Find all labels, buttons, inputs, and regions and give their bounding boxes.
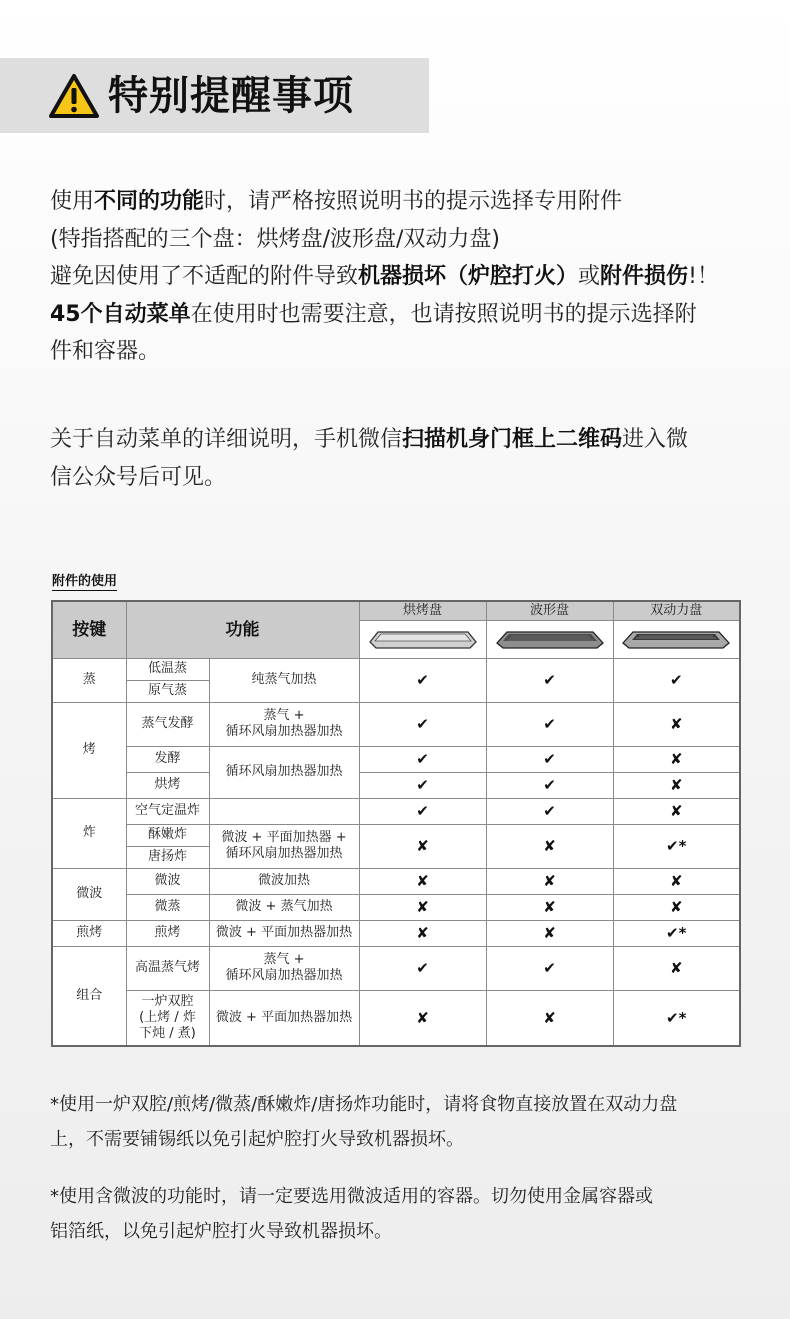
heating-microwave: 微波加热	[209, 868, 359, 894]
mark-no: ✘	[486, 868, 613, 894]
header-key: 按键	[52, 601, 126, 658]
mark-no: ✘	[613, 746, 740, 772]
mark-no: ✘	[613, 946, 740, 990]
mark-yes: ✔	[486, 702, 613, 746]
mark-no: ✘	[486, 824, 613, 868]
mark-no: ✘	[486, 920, 613, 946]
function-crispy-fry: 酥嫩炸	[126, 824, 209, 846]
table-row	[52, 772, 740, 798]
mark-yes: ✔	[359, 946, 486, 990]
mark-yes: ✔	[359, 658, 486, 702]
intro-line-2: (特指搭配的三个盘：烘烤盘/波形盘/双动力盘)	[50, 226, 500, 252]
header-wave-tray: 波形盘	[486, 601, 613, 620]
qr-note-line-1: 关于自动菜单的详细说明，手机微信扫描机身门框上二维码进入微	[50, 427, 689, 452]
mark-no: ✘	[359, 868, 486, 894]
intro-line-5: 件和容器。	[50, 339, 161, 364]
key-fry: 炸	[52, 798, 126, 868]
mark-no: ✘	[359, 990, 486, 1046]
qr-note-paragraph	[50, 421, 760, 496]
key-pan-fry: 煎烤	[52, 920, 126, 946]
table-row	[52, 990, 740, 1046]
mark-yes-star: ✔*	[613, 824, 740, 868]
intro-line-1: 使用不同的功能时，请严格按照说明书的提示选择专用附件	[50, 189, 623, 214]
function-dual-cavity: 一炉双腔 (上烤 / 炸 下炖 / 煮)	[126, 990, 209, 1046]
table-row	[52, 798, 740, 824]
mark-yes: ✔	[486, 746, 613, 772]
baking-tray-icon	[366, 626, 480, 652]
function-low-temp-steam: 低温蒸	[126, 658, 209, 680]
footnote-microwave-container: *使用含微波的功能时，请一定要选用微波适用的容器。切勿使用金属容器或 铝箔纸，以免引起炉腔打火导致机器损坏。	[50, 1186, 653, 1242]
table-row	[52, 920, 740, 946]
header-function: 功能	[126, 601, 359, 658]
mark-yes-star: ✔*	[613, 990, 740, 1046]
table-title: 附件的使用	[52, 570, 117, 591]
wave-tray-image-cell	[486, 620, 613, 658]
qr-note-line-2: 信公众号后可见。	[50, 464, 227, 490]
mark-yes: ✔	[613, 658, 740, 702]
baking-tray-image-cell	[359, 620, 486, 658]
intro-paragraph	[50, 183, 760, 371]
wave-tray-icon	[493, 626, 607, 652]
function-bake: 烘烤	[126, 772, 209, 798]
mark-no: ✘	[613, 894, 740, 920]
table-row	[52, 746, 740, 772]
accessory-usage-table	[51, 600, 741, 1047]
page-title: 特别提醒事项	[108, 72, 354, 119]
dual-power-tray-image-cell	[613, 620, 740, 658]
key-microwave: 微波	[52, 868, 126, 920]
function-karaage-fry: 唐扬炸	[126, 846, 209, 868]
mark-yes: ✔	[486, 772, 613, 798]
function-steam-ferment: 蒸气发酵	[126, 702, 209, 746]
mark-yes: ✔	[486, 798, 613, 824]
intro-line-3: 避免因使用了不适配的附件导致机器损坏（炉腔打火）或附件损伤!！	[50, 264, 719, 289]
mark-no: ✘	[613, 798, 740, 824]
function-pan-fry: 煎烤	[126, 920, 209, 946]
mark-yes-star: ✔*	[613, 920, 740, 946]
mark-yes: ✔	[359, 702, 486, 746]
title-banner	[0, 58, 429, 133]
heating-steam-fan: 蒸气 + 循环风扇加热器加热	[209, 946, 359, 990]
table-row	[52, 946, 740, 990]
mark-no: ✘	[486, 894, 613, 920]
mark-no: ✘	[359, 824, 486, 868]
function-ferment: 发酵	[126, 746, 209, 772]
mark-no: ✘	[359, 920, 486, 946]
footnote-dual-power-tray: *使用一炉双腔/煎烤/微蒸/酥嫩炸/唐扬炸功能时，请将食物直接放置在双动力盘 上，不需要铺锡纸以免引起炉腔打火导致机器损坏。	[50, 1094, 678, 1150]
mark-yes: ✔	[486, 658, 613, 702]
mark-no: ✘	[613, 772, 740, 798]
key-bake: 烤	[52, 702, 126, 798]
function-micro-steam: 微蒸	[126, 894, 209, 920]
table-row	[52, 658, 740, 680]
table-row	[52, 894, 740, 920]
heating-mw-steam: 微波 + 蒸气加热	[209, 894, 359, 920]
mark-no: ✘	[613, 702, 740, 746]
mark-yes: ✔	[359, 772, 486, 798]
dual-power-tray-icon	[619, 626, 733, 652]
function-air-fry: 空气定温炸	[126, 798, 209, 824]
heating-mw-plane: 微波 + 平面加热器加热	[209, 920, 359, 946]
mark-yes: ✔	[486, 946, 613, 990]
heating-empty	[209, 798, 359, 824]
header-baking-tray: 烘烤盘	[359, 601, 486, 620]
mark-no: ✘	[613, 868, 740, 894]
header-dual-power-tray: 双动力盘	[613, 601, 740, 620]
heating-pure-steam: 纯蒸气加热	[209, 658, 359, 702]
table-row	[52, 702, 740, 746]
intro-line-4: 45个自动菜单在使用时也需要注意，也请按照说明书的提示选择附	[50, 301, 697, 327]
heating-mw-plane: 微波 + 平面加热器加热	[209, 990, 359, 1046]
mark-no: ✘	[359, 894, 486, 920]
table-row	[52, 868, 740, 894]
function-original-steam: 原气蒸	[126, 680, 209, 702]
function-microwave: 微波	[126, 868, 209, 894]
key-combo: 组合	[52, 946, 126, 1046]
key-steam: 蒸	[52, 658, 126, 702]
table-row	[52, 824, 740, 846]
mark-yes: ✔	[359, 746, 486, 772]
mark-yes: ✔	[359, 798, 486, 824]
heating-mw-plane-fan: 微波 + 平面加热器 + 循环风扇加热器加热	[209, 824, 359, 868]
warning-triangle-icon	[48, 73, 100, 119]
function-high-temp-steam-bake: 高温蒸气烤	[126, 946, 209, 990]
heating-fan: 循环风扇加热器加热	[209, 746, 359, 798]
heating-steam-fan: 蒸气 + 循环风扇加热器加热	[209, 702, 359, 746]
mark-no: ✘	[486, 990, 613, 1046]
